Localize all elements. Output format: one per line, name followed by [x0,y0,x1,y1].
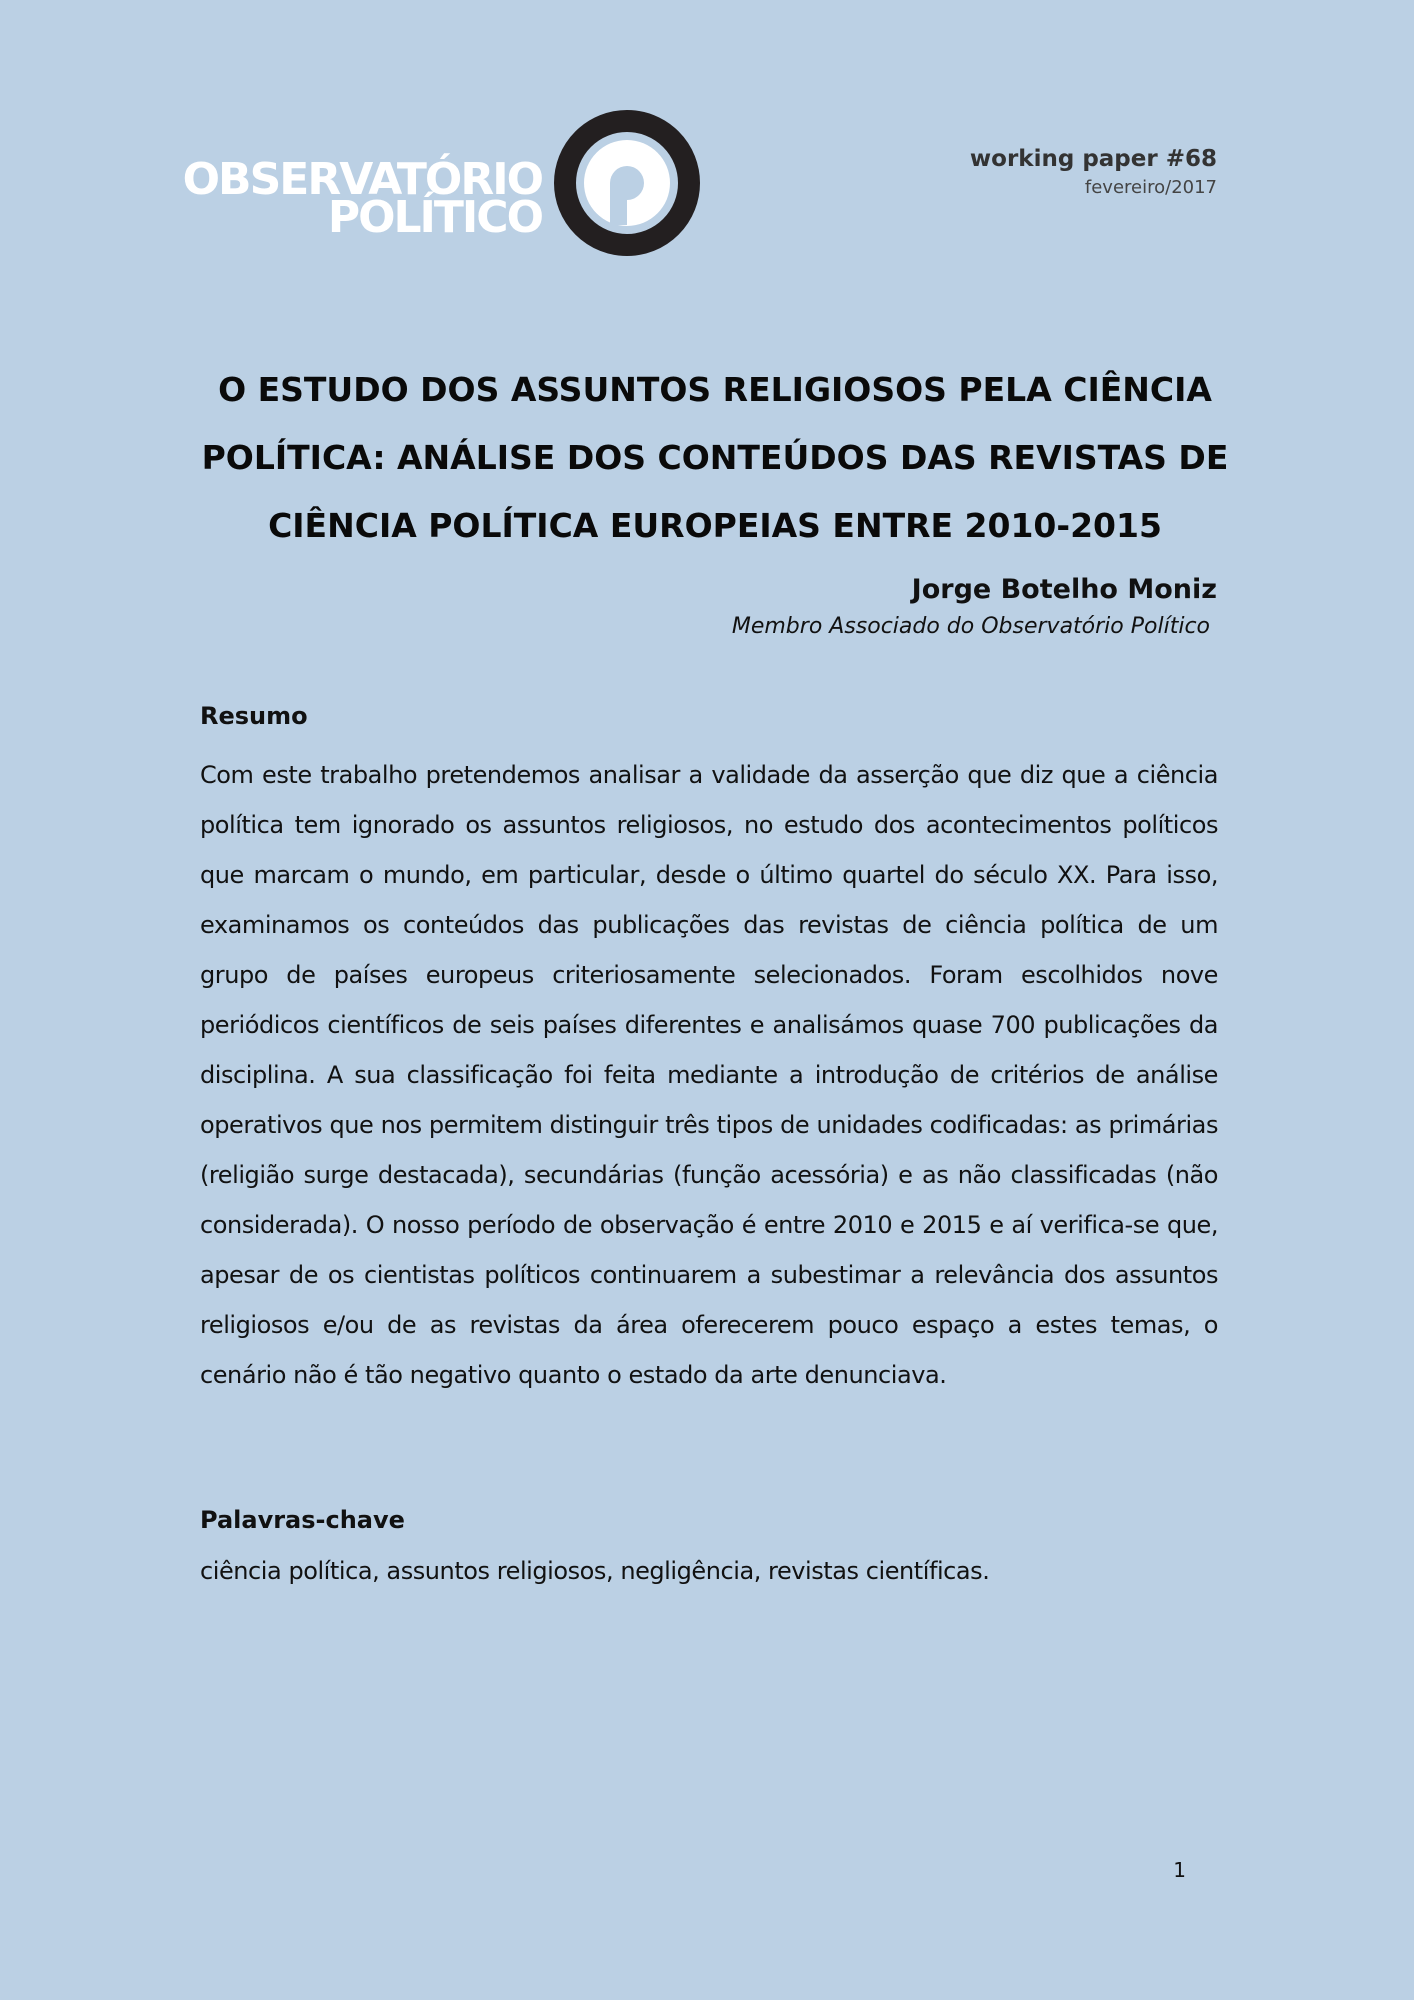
publication-date: fevereiro/2017 [1084,177,1217,198]
working-paper-number: working paper #68 [969,146,1217,172]
author-name: Jorge Botelho Moniz [911,574,1217,605]
abstract-text: Com este trabalho pretendemos analisar a validade da asserção que diz que a ciência política tem ignorado os assuntos religiosos, no estudo dos acontecimentos políticos que marcam o mundo, em particular, desde o último quartel do século XX. Para isso, examinamos os conteúdos das publicações das revistas de ciência política de um grupo de países europeus criteriosamente selecionados. Foram escolhidos nove periódicos científicos de seis países diferentes e analisámos quase 700 publicações da disciplina. A sua classificação foi feita mediante a introdução de critérios de análise operativos que nos permitem distinguir três tipos de unidades codificadas: as primárias (religião surge destacada), secundárias (função acessória) e as não classificadas (não considerada). O nosso período de observação é entre 2010 e 2015 e aí verifica-se que, apesar de os cientistas políticos continuarem a subestimar a relevância dos assuntos religiosos e/ou de as revistas da área oferecerem pouco espaço a estes temas, o cenário não é tão negativo quanto o estado da arte denunciava. [200,761,1218,1389]
title-line-3: CIÊNCIA POLÍTICA EUROPEIAS ENTRE 2010-2015 [268,506,1162,545]
logo-wordmark-line1: OBSERVATÓRIO [182,154,542,205]
keywords-text: ciência política, assuntos religiosos, negligência, revistas científicas. [200,1557,990,1585]
title-line-2: POLÍTICA: ANÁLISE DOS CONTEÚDOS DAS REVISTAS DE [201,438,1229,477]
keywords-heading: Palavras-chave [200,1506,405,1534]
abstract-heading: Resumo [200,702,308,730]
logo-wordmark-line2: POLÍTICO [327,192,542,243]
logo-ring-icon [552,108,702,258]
title-line-1: O ESTUDO DOS ASSUNTOS RELIGIOSOS PELA CIÊNCIA [218,370,1212,409]
paper-title [190,356,1240,560]
author-affiliation: Membro Associado do Observatório Político [731,614,1210,639]
page-number: 1 [1173,1858,1186,1882]
observatorio-politico-logo [182,108,702,258]
